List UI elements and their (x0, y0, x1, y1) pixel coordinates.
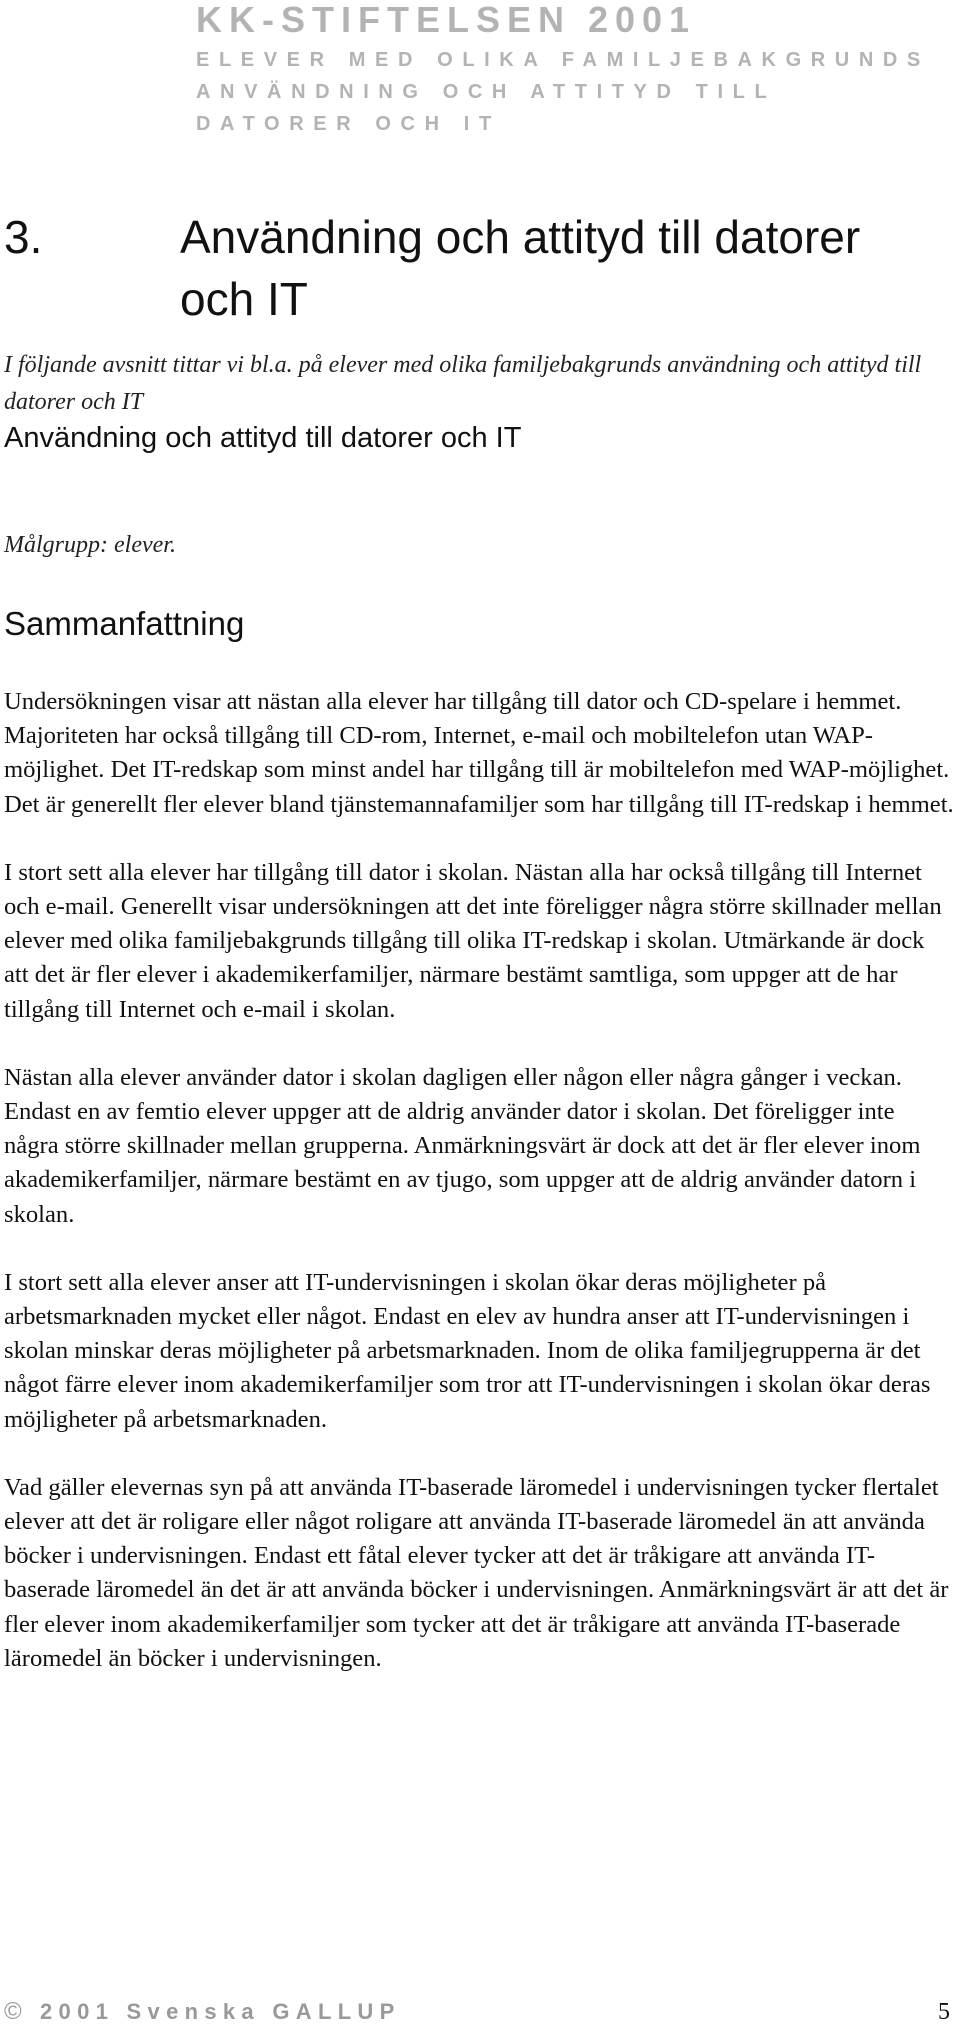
paragraph: Nästan alla elever använder dator i skolan dagligen eller någon eller några gånger i veckan. Endast en av femtio elever uppger att de aldrig använder dator i skolan. Det föreligger inte några större skillnader mellan grupperna. Anmärkningsvärt är dock att det är fler elever inom akademikerfamiljer, närmare bestämt en av tjugo, som uppger att de aldrig använder datorn i skolan. (4, 1063, 921, 1228)
intro-text: I följande avsnitt tittar vi bl.a. på elever med olika familjebakgrunds användning och attityd till datorer och IT (4, 352, 922, 415)
paragraph: I stort sett alla elever har tillgång till dator i skolan. Nästan alla har också tillgång till Internet och e-mail. Generellt visar undersökningen att det inte föreligger några större skillnader mellan elever med olika familjebakgrunds tillgång till olika IT-redskap i skolan. Utmärkande är dock att det är fler elever i akademikerfamiljer, närmare bestämt samtliga, som uppger att de har tillgång till Internet och e-mail i skolan. (4, 858, 942, 1023)
header-line-2: ANVÄNDNING OCH ATTITYD TILL (196, 81, 777, 103)
footer-text: 2001 Svenska GALLUP (40, 1999, 401, 2024)
header-line-3: DATORER OCH IT (196, 113, 501, 135)
copyright-symbol: © (4, 1998, 22, 2025)
page-number: 5 (938, 1999, 950, 2025)
header-title: KK-STIFTELSEN 2001 (196, 0, 697, 40)
chapter-title: Användning och attityd till datorer och IT (180, 211, 861, 325)
body-text (4, 685, 954, 1710)
paragraph: Vad gäller elevernas syn på att använda IT-baserade läromedel i undervisningen tycker flertalet elever att det är roligare eller något roligare att använda IT-baserade läromedel än att använda böcker i undervisningen. Endast ett fåtal elever tycker att det är tråkigare att använda IT-baserade läromedel än det är att använda böcker i undervisningen. Anmärkningsvärt är att det är fler elever inom akademikerfamiljer som tycker att det är tråkigare att använda IT-baserade läromedel än böcker i undervisningen. (4, 1473, 949, 1672)
chapter-number: 3. (4, 211, 43, 263)
summary-heading: Sammanfattning (4, 605, 245, 642)
page-footer (0, 1995, 960, 2029)
paragraph: Undersökningen visar att nästan alla elever har tillgång till dator och CD-spelare i hemmet. Majoriteten har också tillgång till CD-rom, Internet, e-mail och mobiltelefon utan WAP-möjlighet. Det IT-redskap som minst andel har tillgång till är mobiltelefon med WAP-möjlighet. Det är generellt fler elever bland tjänstemannafamiljer som har tillgång till IT-redskap i hemmet. (4, 688, 954, 818)
target-group: Målgrupp: elever. (4, 532, 176, 558)
topic-heading: Användning och attityd till datorer och IT (4, 422, 522, 454)
paragraph: I stort sett alla elever anser att IT-undervisningen i skolan ökar deras möjligheter på arbetsmarknaden mycket eller något. Endast en elev av hundra anser att IT-undervisningen i skolan minskar deras möjligheter på arbetsmarknaden. Inom de olika familjegrupperna är det något färre elever inom akademikerfamiljer som tror att IT-undervisningen i skolan ökar deras möjligheter på arbetsmarknaden. (4, 1268, 931, 1433)
header-line-1: ELEVER MED OLIKA FAMILJEBAKGRUNDS (196, 49, 930, 71)
